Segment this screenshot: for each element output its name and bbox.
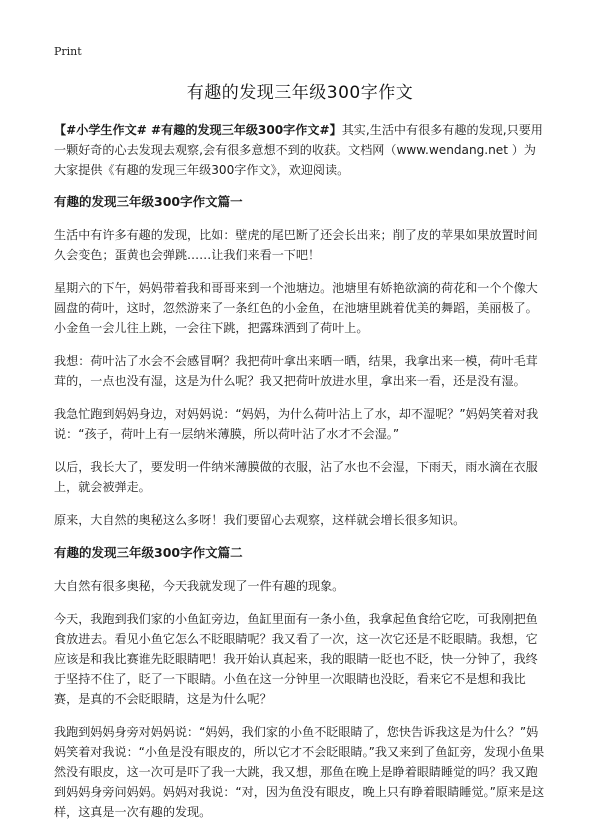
paragraph: 我想：荷叶沾了水会不会感冒啊？我把荷叶拿出来晒一晒，结果，我拿出来一模，荷叶毛茸茸的，一点也没有湿，这是为什么呢？我又把荷叶放进水里，拿出来一看，还是没有湿。 xyxy=(54,354,538,388)
section-heading-1: 有趣的发现三年级300字作文篇一 xyxy=(54,194,243,209)
print-link[interactable]: Print xyxy=(54,45,82,58)
paragraph: 以后，我长大了，要发明一件纳米薄膜做的衣服，沾了水也不会湿，下雨天，雨水滴在衣服上，就会被弹走。 xyxy=(54,460,538,494)
paragraph: 我急忙跑到妈妈身边，对妈妈说：“妈妈，为什么荷叶沾上了水，却不湿呢？”妈妈笑着对我说：“孩子，荷叶上有一层纳米薄膜，所以荷叶沾了水才不会湿。” xyxy=(54,407,539,441)
paragraph: 原来，大自然的奥秘这么多呀！我们要留心去观察，这样就会增长很多知识。 xyxy=(54,513,466,527)
paragraph: 大自然有很多奥秘，今天我就发现了一件有趣的现象。 xyxy=(54,579,345,593)
intro-tag: 【#小学生作文# #有趣的发现三年级300字作文#】 xyxy=(54,123,342,137)
section-heading-2: 有趣的发现三年级300字作文篇二 xyxy=(54,545,243,560)
paragraph: 生活中有许多有趣的发现，比如：壁虎的尾巴断了还会长出来；削了皮的苹果如果放置时间久会变色；蛋黄也会弹跳……让我们来看一下吧！ xyxy=(54,228,538,262)
paragraph: 我跑到妈妈身旁对妈妈说：“妈妈，我们家的小鱼不眨眼睛了，您快告诉我这是为什么？”妈妈笑着对我说：“小鱼是没有眼皮的，所以它才不会眨眼睛。”我又来到了鱼缸旁，发现小鱼果然没有眼皮，这一次可是吓了我一大跳，我又想，那鱼在晚上是睁着眼睛睡觉的吗？我又跑到妈妈身旁问妈妈。妈妈对我说：“对，因为鱼没有眼皮，晚上只有睁着眼睛睡觉。”原来是这样，这真是一次有趣的发现。 xyxy=(54,725,545,819)
page-title: 有趣的发现三年级300字作文 xyxy=(186,83,414,103)
intro-paragraph xyxy=(54,120,546,180)
article-body xyxy=(54,120,546,835)
paragraph: 今天，我跑到我们家的小鱼缸旁边，鱼缸里面有一条小鱼，我拿起鱼食给它吃，可我刚把鱼食放进去。看见小鱼它怎么不眨眼睛呢？我又看了一次，这一次它还是不眨眼睛。我想，它应该是和我比赛谁先眨眼睛吧！我开始认真起来，我的眼睛一眨也不眨，快一分钟了，我终于坚持不住了，眨了一下眼睛。小鱼在这一分钟里一次眼睛也没眨，看来它不是想和我比赛，是真的不会眨眼睛，这是为什么呢？ xyxy=(54,612,538,706)
paragraph: 星期六的下午，妈妈带着我和哥哥来到一个池塘边。池塘里有娇艳欲滴的荷花和一个个像大圆盘的荷叶，这时，忽然游来了一条红色的小金鱼，在池塘里跳着优美的舞蹈，美丽极了。小金鱼一会儿往上跳，一会往下跳，把露珠洒到了荷叶上。 xyxy=(54,281,538,335)
intro-text: 其实,生活中有很多有趣的发现,只要用一颗好奇的心去发现去观察,会有很多意想不到的收获。文档网（www.wendang.net ）为大家提供《有趣的发现三年级300字作文》，欢迎阅读。 xyxy=(54,123,543,177)
